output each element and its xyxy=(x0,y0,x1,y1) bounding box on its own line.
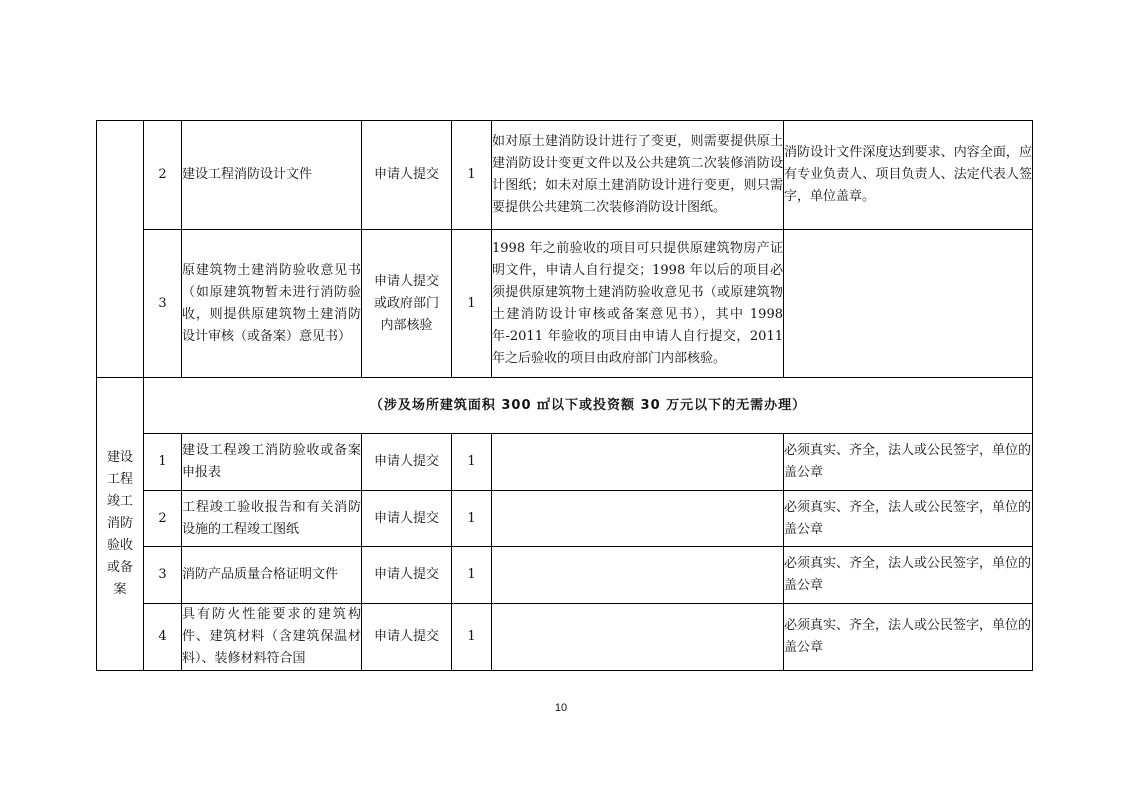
row-number: 3 xyxy=(144,547,182,604)
copies-count: 1 xyxy=(452,121,492,230)
materials-table xyxy=(96,120,1033,671)
table-row xyxy=(97,121,1033,230)
material-requirement: 消防设计文件深度达到要求、内容全面，应有专业负责人、项目负责人、法定代表人签字，单位盖章。 xyxy=(784,121,1033,230)
row-number: 2 xyxy=(144,491,182,547)
material-requirement: 必须真实、齐全，法人或公民签字，单位的盖公章 xyxy=(784,491,1033,547)
material-source: 申请人提交 xyxy=(362,491,452,547)
material-name: 工程竣工验收报告和有关消防设施的工程竣工图纸 xyxy=(182,491,362,547)
copies-count: 1 xyxy=(452,604,492,671)
material-remark xyxy=(492,604,784,671)
material-requirement: 必须真实、齐全，法人或公民签字，单位的盖公章 xyxy=(784,604,1033,671)
page-number: 10 xyxy=(554,702,568,714)
material-source: 申请人提交 xyxy=(362,121,452,230)
copies-count: 1 xyxy=(452,491,492,547)
category-cell xyxy=(97,378,144,671)
material-source: 申请人提交 xyxy=(362,547,452,604)
row-number: 4 xyxy=(144,604,182,671)
copies-count: 1 xyxy=(452,547,492,604)
material-requirement xyxy=(784,230,1033,378)
material-remark: 如对原土建消防设计进行了变更，则需要提供原土建消防设计变更文件以及公共建筑二次装修消防设计图纸；如未对原土建消防设计进行变更，则只需要提供公共建筑二次装修消防设计图纸。 xyxy=(492,121,784,230)
table-row xyxy=(97,547,1033,604)
row-number: 3 xyxy=(144,230,182,378)
material-remark xyxy=(492,434,784,491)
material-remark xyxy=(492,491,784,547)
material-name: 建设工程消防设计文件 xyxy=(182,121,362,230)
table-row xyxy=(97,604,1033,671)
row-number: 2 xyxy=(144,121,182,230)
material-name: 建设工程竣工消防验收或备案申报表 xyxy=(182,434,362,491)
category-label: 建设工程竣工消防验收或备案 xyxy=(106,450,133,597)
copies-count: 1 xyxy=(452,434,492,491)
material-source: 申请人提交 xyxy=(362,604,452,671)
material-remark: 1998 年之前验收的项目可只提供原建筑物房产证明文件，申请人自行提交；1998 年以后的项目必须提供原建筑物土建消防验收意见书（或原建筑物土建消防设计审核或备案意见书），其中 1998 年-2011 年验收的项目由申请人自行提交，2011 年之后验收的项目由政府部门内部核验。 xyxy=(492,230,784,378)
category-cell-continued xyxy=(97,121,144,378)
material-name: 消防产品质量合格证明文件 xyxy=(182,547,362,604)
section-note: （涉及场所建筑面积 300 ㎡以下或投资额 30 万元以下的无需办理） xyxy=(144,378,1033,434)
section-note-row xyxy=(97,378,1033,434)
table-row xyxy=(97,491,1033,547)
material-requirement: 必须真实、齐全，法人或公民签字，单位的盖公章 xyxy=(784,547,1033,604)
table-row xyxy=(97,434,1033,491)
material-requirement: 必须真实、齐全，法人或公民签字，单位的盖公章 xyxy=(784,434,1033,491)
material-source: 申请人提交或政府部门内部核验 xyxy=(362,230,452,378)
material-remark xyxy=(492,547,784,604)
material-source: 申请人提交 xyxy=(362,434,452,491)
material-name: 原建筑物土建消防验收意见书（如原建筑物暂未进行消防验收，则提供原建筑物土建消防设计审核（或备案）意见书） xyxy=(182,230,362,378)
table-row xyxy=(97,230,1033,378)
row-number: 1 xyxy=(144,434,182,491)
material-name: 具有防火性能要求的建筑构件、建筑材料（含建筑保温材料）、装修材料符合国 xyxy=(182,604,362,671)
copies-count: 1 xyxy=(452,230,492,378)
